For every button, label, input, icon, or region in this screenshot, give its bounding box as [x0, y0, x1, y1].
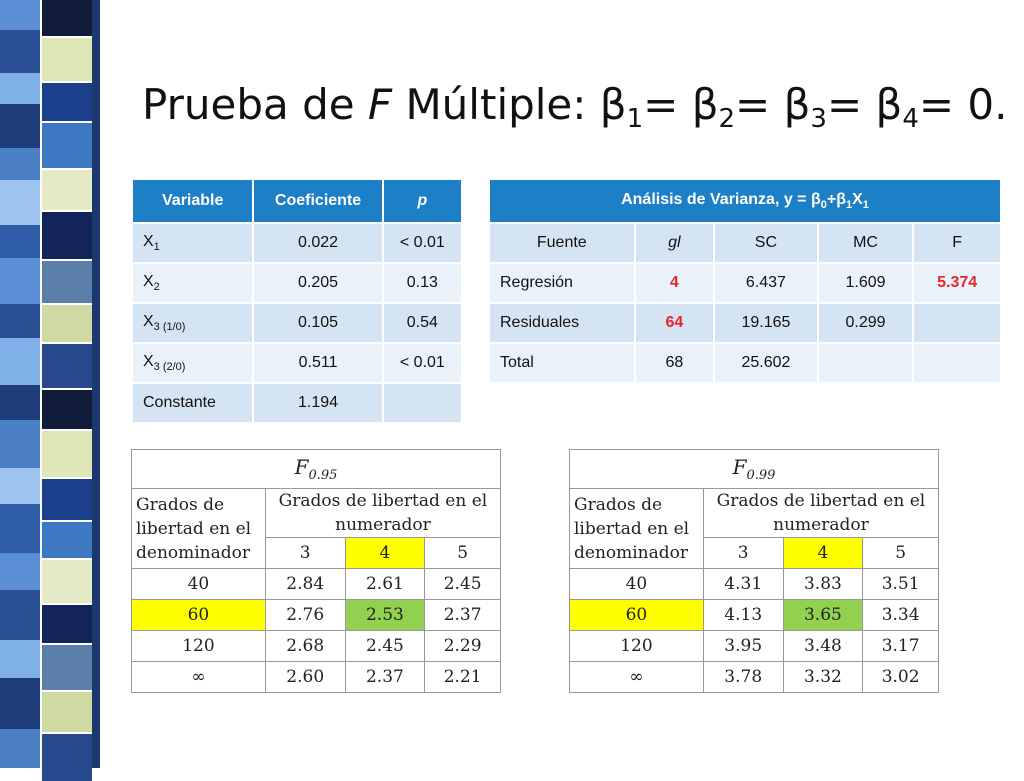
stripe-block	[0, 148, 40, 180]
df-col-header: 5	[425, 538, 501, 569]
stripe-block	[0, 553, 40, 590]
column-header: Variable	[132, 179, 253, 223]
coefficient-cell: 0.105	[253, 303, 382, 343]
f-value-cell: 3.48	[783, 631, 863, 662]
f-value-cell: 3.51	[863, 569, 939, 600]
df-cell: ∞	[132, 662, 266, 693]
stripe-block	[42, 692, 92, 732]
gl-cell: 64	[635, 303, 715, 343]
stripe-block	[42, 212, 92, 259]
df-cell: 120	[570, 631, 704, 662]
stripe-block	[0, 104, 40, 148]
sc-cell: 19.165	[714, 303, 818, 343]
f-value-cell: 2.68	[265, 631, 345, 662]
table-row	[489, 303, 1001, 343]
stripe-block	[0, 338, 40, 385]
f-value-cell: 3.65	[783, 600, 863, 631]
stripe-block	[0, 590, 40, 640]
stripe-block	[0, 678, 40, 729]
f-value-cell: 3.02	[863, 662, 939, 693]
gl-cell: 68	[635, 343, 715, 383]
f-value-cell: 2.76	[265, 600, 345, 631]
f-value-cell: 2.37	[425, 600, 501, 631]
stripe-block	[42, 344, 92, 388]
df-col-header: 5	[863, 538, 939, 569]
table-row	[132, 343, 462, 383]
f-value-cell: 2.37	[345, 662, 425, 693]
table-row	[132, 383, 462, 423]
stripe-block	[42, 522, 92, 558]
df-cell: 40	[570, 569, 704, 600]
df-col-header: 3	[265, 538, 345, 569]
coefficient-cell: 0.511	[253, 343, 382, 383]
table-row	[570, 600, 939, 631]
table-row	[132, 631, 501, 662]
variable-cell: $X_1$	[132, 223, 253, 263]
column-group-header: Grados de libertad en el numerador	[703, 489, 938, 538]
p-value-cell: < 0.01	[383, 223, 462, 263]
anova-table	[488, 178, 1002, 384]
df-col-header: 4	[345, 538, 425, 569]
f-value-cell: 4.13	[703, 600, 783, 631]
stripe-block	[0, 729, 40, 768]
anova-title: Análisis de Varianza, $y = \beta_0+\beta_1X_1$	[489, 179, 1001, 223]
f-caption-row	[132, 450, 501, 489]
p-value-cell: < 0.01	[383, 343, 462, 383]
row-header: Grados de libertad en el denominador	[132, 489, 266, 569]
f-value-cell: 2.84	[265, 569, 345, 600]
column-header: gl	[635, 223, 715, 263]
stripe-block	[0, 180, 40, 225]
stripe-block	[0, 225, 40, 258]
sc-cell: 6.437	[714, 263, 818, 303]
variable-cell: $X_{3 (1/0)}$	[132, 303, 253, 343]
column-header: p	[383, 179, 462, 223]
coefficient-cell: 1.194	[253, 383, 382, 423]
stripe-block	[42, 605, 92, 643]
column-header: SC	[714, 223, 818, 263]
f-value-cell: 2.45	[425, 569, 501, 600]
row-header: Grados de libertad en el denominador	[570, 489, 704, 569]
column-header: MC	[818, 223, 914, 263]
f-value-cell: 2.61	[345, 569, 425, 600]
stripe-block	[0, 30, 40, 73]
f-value-cell: 2.60	[265, 662, 345, 693]
anova-title-row	[489, 179, 1001, 223]
coefficient-table	[131, 178, 463, 424]
f-cell: 5.374	[913, 263, 1001, 303]
table-header-row	[132, 179, 462, 223]
mc-cell: 0.299	[818, 303, 914, 343]
fuente-cell: Residuales	[489, 303, 635, 343]
df-col-header: 4	[783, 538, 863, 569]
stripe-block	[0, 468, 40, 504]
table-row	[570, 662, 939, 693]
table-row	[570, 569, 939, 600]
f-value-cell: 4.31	[703, 569, 783, 600]
f-cell	[913, 303, 1001, 343]
stripe-block	[42, 390, 92, 429]
f-value-cell: 3.34	[863, 600, 939, 631]
table-row	[570, 631, 939, 662]
f095-table	[131, 449, 501, 693]
stripe-block	[42, 123, 92, 168]
stripe-block	[0, 420, 40, 468]
f099-table	[569, 449, 939, 693]
stripe-block	[0, 304, 40, 338]
df-col-header: 3	[703, 538, 783, 569]
fuente-cell: Regresión	[489, 263, 635, 303]
stripe-block	[42, 560, 92, 603]
stripe-block	[42, 479, 92, 520]
table-row	[489, 263, 1001, 303]
stripe-block	[0, 385, 40, 420]
table-row	[132, 223, 462, 263]
p-value-cell: 0.13	[383, 263, 462, 303]
variable-cell: Constante	[132, 383, 253, 423]
variable-cell: $X_2$	[132, 263, 253, 303]
f-value-cell: 2.21	[425, 662, 501, 693]
f-value-cell: 3.78	[703, 662, 783, 693]
f-header-row	[570, 489, 939, 538]
f-header-row	[132, 489, 501, 538]
table-row	[489, 343, 1001, 383]
f-value-cell: 3.17	[863, 631, 939, 662]
stripe-block	[0, 258, 40, 304]
table-row	[132, 303, 462, 343]
table-row	[132, 600, 501, 631]
coefficient-cell: 0.022	[253, 223, 382, 263]
f-value-cell: 3.83	[783, 569, 863, 600]
stripe-block	[42, 305, 92, 342]
stripe-column-left	[0, 0, 40, 768]
f-caption: $F_{0.99}$	[570, 450, 939, 489]
stripe-block	[42, 83, 92, 121]
f-value-cell: 3.32	[783, 662, 863, 693]
stripe-block	[0, 73, 40, 104]
variable-cell: $X_{3 (2/0)}$	[132, 343, 253, 383]
column-header: Fuente	[489, 223, 635, 263]
slide-title: Prueba de F Múltiple: $\beta_1= \beta_2= \beta_3= \beta_4= 0$.	[142, 80, 1008, 134]
f-value-cell: 3.95	[703, 631, 783, 662]
stripe-block	[42, 0, 92, 36]
f-value-cell: 2.45	[345, 631, 425, 662]
df-cell: 60	[570, 600, 704, 631]
gl-cell: 4	[635, 263, 715, 303]
column-header: Coeficiente	[253, 179, 382, 223]
p-value-cell: 0.54	[383, 303, 462, 343]
stripe-block	[0, 0, 40, 30]
column-header: F	[913, 223, 1001, 263]
stripe-column-right	[92, 0, 100, 768]
stripe-block	[42, 38, 92, 81]
df-cell: 120	[132, 631, 266, 662]
sc-cell: 25.602	[714, 343, 818, 383]
f-caption: $F_{0.95}$	[132, 450, 501, 489]
stripe-block	[42, 645, 92, 690]
stripe-block	[0, 640, 40, 678]
fuente-cell: Total	[489, 343, 635, 383]
coefficient-cell: 0.205	[253, 263, 382, 303]
f-caption-row	[570, 450, 939, 489]
table-row	[132, 662, 501, 693]
stripe-block	[42, 261, 92, 303]
stripe-block	[42, 170, 92, 210]
table-header-row	[489, 223, 1001, 263]
df-cell: ∞	[570, 662, 704, 693]
p-value-cell	[383, 383, 462, 423]
decorative-stripe	[0, 0, 102, 768]
stripe-block	[42, 734, 92, 781]
f-value-cell: 2.53	[345, 600, 425, 631]
df-cell: 40	[132, 569, 266, 600]
stripe-block	[0, 504, 40, 553]
f-value-cell: 2.29	[425, 631, 501, 662]
table-row	[132, 569, 501, 600]
column-group-header: Grados de libertad en el numerador	[265, 489, 500, 538]
df-cell: 60	[132, 600, 266, 631]
mc-cell	[818, 343, 914, 383]
stripe-block	[42, 431, 92, 477]
f-cell	[913, 343, 1001, 383]
table-row	[132, 263, 462, 303]
mc-cell: 1.609	[818, 263, 914, 303]
